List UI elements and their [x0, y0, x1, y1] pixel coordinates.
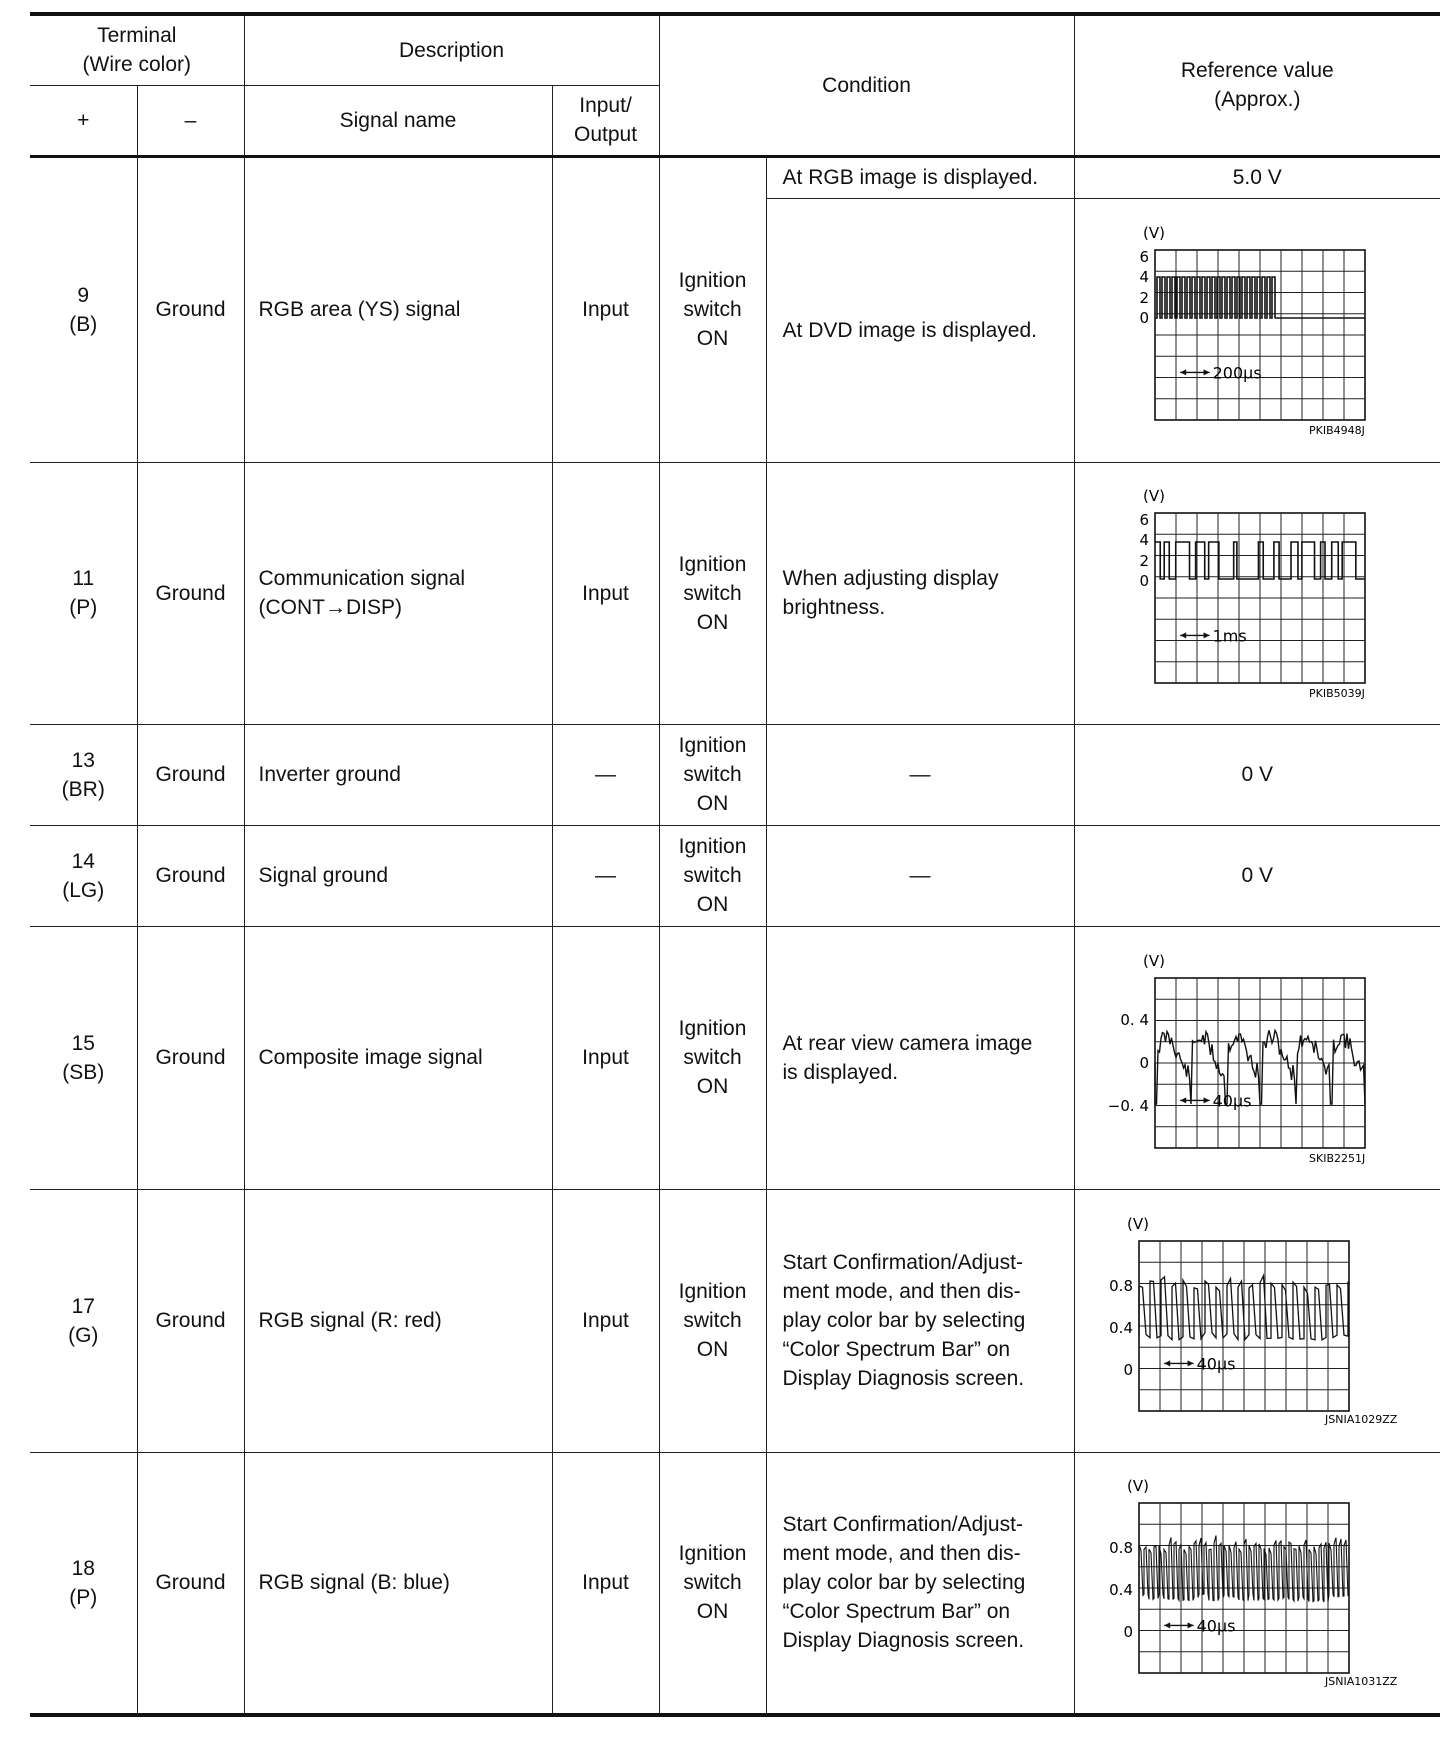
- waveform-unit: (V): [1142, 224, 1165, 242]
- waveform-cell: [1074, 926, 1440, 1189]
- timebase-marker: [1164, 1360, 1193, 1366]
- waveform-cell: [1074, 462, 1440, 724]
- y-tick-label: 0: [1138, 309, 1149, 327]
- signal-name-cell: Communication signal (CONT→DISP): [244, 462, 552, 724]
- y-tick-label: 0: [1138, 1053, 1149, 1072]
- header-minus: –: [137, 85, 244, 156]
- timebase-marker: [1180, 1097, 1209, 1103]
- minus-cell: Ground: [137, 462, 244, 724]
- ignition-cell: Ignition switch ON: [659, 462, 766, 724]
- waveform-unit: (V): [1126, 1214, 1149, 1233]
- timebase-label: 40µs: [1212, 1090, 1252, 1110]
- condition-cell: Start Confirmation/Adjust- ment mode, and then dis- play color bar by selecting “Color Spectrum Bar” on Display Diagnosis screen.: [766, 1452, 1074, 1715]
- condition-cell: —: [766, 724, 1074, 825]
- table-row: [30, 1189, 1440, 1452]
- io-cell: Input: [552, 926, 659, 1189]
- io-cell: Input: [552, 1452, 659, 1715]
- y-tick-label: 0.4: [1108, 1318, 1133, 1337]
- waveform-chart: [1075, 483, 1441, 703]
- signal-trace: [1155, 277, 1365, 318]
- y-tick-label: 0.8: [1108, 1538, 1133, 1557]
- header-condition: Condition: [659, 14, 1074, 156]
- y-tick-label: 6: [1138, 511, 1149, 529]
- grid: [1155, 513, 1365, 683]
- timebase-label: 40µs: [1196, 1353, 1236, 1373]
- table-row: [30, 724, 1440, 825]
- reference-value-cell: 0 V: [1074, 825, 1440, 926]
- y-tick-label: 0.8: [1108, 1276, 1133, 1295]
- signal-name-cell: Composite image signal: [244, 926, 552, 1189]
- timebase-marker: [1180, 369, 1209, 375]
- y-ticks: [1109, 1539, 1133, 1641]
- waveform-chart: [1075, 948, 1441, 1168]
- signal-name-cell: Inverter ground: [244, 724, 552, 825]
- y-tick-label: 0: [1122, 1622, 1133, 1641]
- ignition-cell: Ignition switch ON: [659, 926, 766, 1189]
- terminal-cell: 17 (G): [30, 1189, 137, 1452]
- terminal-cell: 9 (B): [30, 156, 137, 462]
- terminal-spec-table: [30, 12, 1440, 1717]
- figure-code: JSNIA1029ZZ: [1324, 1412, 1397, 1426]
- ignition-cell: Ignition switch ON: [659, 825, 766, 926]
- table-row: [30, 1452, 1440, 1715]
- io-cell: Input: [552, 462, 659, 724]
- y-ticks: [1107, 1011, 1148, 1115]
- minus-cell: Ground: [137, 926, 244, 1189]
- signal-name-cell: RGB area (YS) signal: [244, 156, 552, 462]
- minus-cell: Ground: [137, 825, 244, 926]
- y-tick-label: 0: [1122, 1360, 1133, 1379]
- ignition-cell: Ignition switch ON: [659, 1189, 766, 1452]
- minus-cell: Ground: [137, 1452, 244, 1715]
- header-terminal: Terminal (Wire color): [30, 14, 244, 85]
- y-tick-label: 0: [1138, 572, 1149, 590]
- y-tick-label: −0. 4: [1107, 1096, 1149, 1115]
- figure-code: SKIB2251J: [1308, 1151, 1365, 1165]
- table-row: [30, 926, 1440, 1189]
- terminal-cell: 11 (P): [30, 462, 137, 724]
- header-plus: +: [30, 85, 137, 156]
- waveform-chart: [1075, 1211, 1441, 1431]
- header-description: Description: [244, 14, 659, 85]
- y-tick-label: 4: [1138, 268, 1149, 286]
- grid: [1155, 250, 1365, 420]
- condition-cell: When adjusting display brightness.: [766, 462, 1074, 724]
- timebase-label: 200µs: [1212, 363, 1262, 383]
- ignition-cell: Ignition switch ON: [659, 724, 766, 825]
- waveform-chart: [1075, 1473, 1441, 1693]
- timebase-label: 1ms: [1212, 626, 1247, 646]
- timebase-label: 40µs: [1196, 1616, 1236, 1636]
- io-cell: Input: [552, 1189, 659, 1452]
- condition-cell: At rear view camera image is displayed.: [766, 926, 1074, 1189]
- y-tick-label: 6: [1138, 248, 1149, 266]
- condition-cell: At RGB image is displayed.: [766, 156, 1074, 198]
- figure-code: PKIB4948J: [1308, 424, 1365, 437]
- y-tick-label: 0. 4: [1119, 1010, 1149, 1029]
- terminal-cell: 14 (LG): [30, 825, 137, 926]
- io-cell: —: [552, 825, 659, 926]
- terminal-cell: 13 (BR): [30, 724, 137, 825]
- y-tick-label: 0.4: [1108, 1580, 1133, 1599]
- y-ticks: [1139, 248, 1149, 327]
- signal-name-cell: RGB signal (B: blue): [244, 1452, 552, 1715]
- reference-value-cell: 5.0 V: [1074, 156, 1440, 198]
- terminal-cell: 18 (P): [30, 1452, 137, 1715]
- waveform-unit: (V): [1142, 487, 1165, 505]
- condition-cell: Start Confirmation/Adjust- ment mode, and then dis- play color bar by selecting “Color Spectrum Bar” on Display Diagnosis screen.: [766, 1189, 1074, 1452]
- timebase-marker: [1164, 1622, 1193, 1628]
- condition-cell: —: [766, 825, 1074, 926]
- minus-cell: Ground: [137, 724, 244, 825]
- header-input-output: Input/ Output: [552, 85, 659, 156]
- condition-cell: At DVD image is displayed.: [766, 198, 1074, 462]
- timebase-marker: [1180, 632, 1209, 638]
- figure-code: JSNIA1031ZZ: [1324, 1674, 1397, 1688]
- signal-name-cell: Signal ground: [244, 825, 552, 926]
- waveform-chart: [1075, 220, 1441, 440]
- signal-name-cell: RGB signal (R: red): [244, 1189, 552, 1452]
- waveform-cell: [1074, 198, 1440, 462]
- y-tick-label: 2: [1138, 289, 1149, 307]
- waveform-cell: [1074, 1189, 1440, 1452]
- table-row: [30, 825, 1440, 926]
- ignition-cell: Ignition switch ON: [659, 1452, 766, 1715]
- header-signal-name: Signal name: [244, 85, 552, 156]
- y-ticks: [1139, 511, 1149, 590]
- ignition-cell: Ignition switch ON: [659, 156, 766, 462]
- io-cell: —: [552, 724, 659, 825]
- y-tick-label: 2: [1138, 552, 1149, 570]
- reference-value-cell: 0 V: [1074, 724, 1440, 825]
- waveform-unit: (V): [1126, 1476, 1149, 1495]
- terminal-cell: 15 (SB): [30, 926, 137, 1189]
- y-tick-label: 4: [1138, 531, 1149, 549]
- minus-cell: Ground: [137, 156, 244, 462]
- table-row: [30, 462, 1440, 724]
- y-ticks: [1109, 1277, 1133, 1379]
- io-cell: Input: [552, 156, 659, 462]
- figure-code: PKIB5039J: [1308, 687, 1365, 700]
- waveform-cell: [1074, 1452, 1440, 1715]
- waveform-unit: (V): [1142, 951, 1165, 970]
- header-reference-value: Reference value (Approx.): [1074, 14, 1440, 156]
- minus-cell: Ground: [137, 1189, 244, 1452]
- table-row: [30, 156, 1440, 198]
